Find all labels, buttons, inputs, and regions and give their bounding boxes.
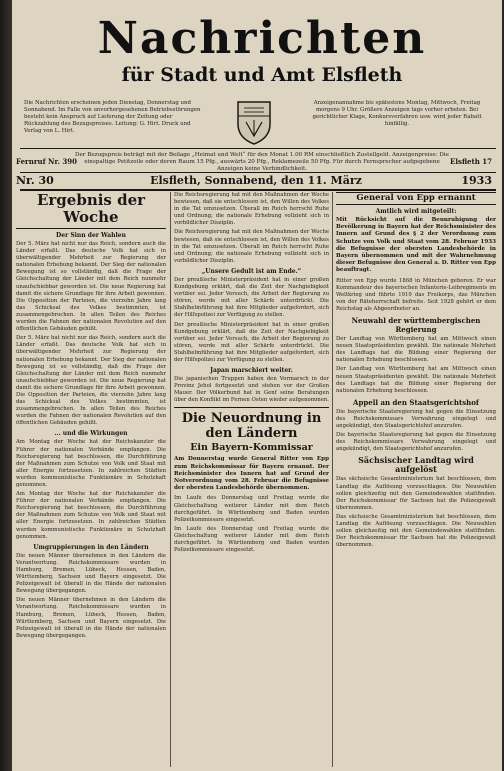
article-text: Das sächsische Gesamtministerium hat beschlossen, dem Landtag die Auflösung vorzuschlagen. Die Neuwahlen sollen gleichzeitig mit den Gemeindewahlen stattfinden. Der Reichskommissar für Sachsen hat die Polizeigewalt übernommen.	[336, 476, 496, 511]
subhead-official: Amtlich wird mitgeteilt:	[375, 208, 457, 215]
publication-info-box: Die Nachrichten erscheinen jeden Dienstag, Donnerstag und Sonnabend. Im Falle von unvorhergesehenen Betriebsstörungen besteht kein Anspruch auf Lieferung der Zeitung oder Rückzahlung des Bezugspreises. Leitung: G. Hirt. Druck und Verlag von L. Hirt.	[24, 100, 201, 134]
article-text: Die bayerische Staatsregierung hat gegen die Einsetzung des Reichskommissars Verwahrung eingelegt und angekündigt, den Staatsgerichtshof anzurufen.	[336, 408, 496, 430]
article-text: Die Reichsregierung hat mit den Maßnahmen der Woche bewiesen, daß sie entschlossen ist, den Willen des Volkes in die Tat umzusetzen. Überall im Reich herrscht Ruhe und Ordnung; die nationale Erhebung vollzieht sich in vorbildlicher Disziplin.	[174, 192, 329, 227]
article-text: Die neuen Männer übernehmen in den Ländern die Verantwortung. Reichskommissare wurden in Hamburg, Bremen, Lübeck, Hessen, Baden, Württemberg, Sachsen und Bayern eingesetzt. Die Polizeigewalt ist überall in die Hände der nationalen Bewegung übergegangen.	[16, 552, 166, 595]
issue-date: Elsfleth, Sonnabend, den 11. März	[150, 174, 362, 187]
issue-year: 1933	[461, 174, 492, 187]
column-divider	[170, 192, 171, 767]
article-text: Die bayerische Staatsregierung hat gegen die Einsetzung des Reichskommissars Verwahrung eingelegt und angekündigt, den Staatsgerichtshof anzurufen.	[336, 432, 496, 453]
column-3	[336, 192, 496, 767]
subhead-regrouping: Umgruppierungen in den Ländern	[33, 543, 149, 551]
newspaper-page	[12, 0, 502, 771]
headline-wuerttemberg: Neuwahl der württembergischen Regierung	[351, 316, 481, 335]
article-text: Im Laufe des Donnerstag und Freitag wurde die Gleichschaltung weiterer Länder mit dem Reich durchgeführt. In Württemberg und Baden wurden Polizeikommissare eingesetzt.	[174, 495, 329, 523]
article-text: Die neuen Männer übernehmen in den Ländern die Verantwortung. Reichskommissare wurden in Hamburg, Bremen, Lübeck, Hessen, Baden, Württemberg, Sachsen und Bayern eingesetzt. Die Polizeigewalt ist überall in die Hände der nationalen Bewegung übergegangen.	[16, 597, 166, 639]
issue-number: Nr. 30	[16, 174, 54, 187]
column-divider	[332, 192, 333, 767]
article-lead: Am Donnerstag wurde General Ritter von Epp zum Reichskommissar für Bayern ernannt. Der Reichsminister des Innern hat auf Grund der Notverordnung vom 28. Februar die Befugnisse der obersten Landesbehörde übernommen.	[174, 456, 329, 492]
article-text: Im Laufe des Donnerstag und Freitag wurde die Gleichschaltung weiterer Länder mit dem Reich durchgeführt. In Württemberg und Baden wurden Polizeikommissare eingesetzt.	[174, 525, 329, 554]
article-text: Ritter von Epp wurde 1868 in München geboren. Er war Kommandeur des bayerischen Infanterie-Leibregiments im Weltkrieg und führte 1919 das Freikorps, das München von der Räteherrschaft befreite. Seit 1928 gehört er dem Reichstag als Abgeordneter an.	[336, 277, 496, 312]
coat-of-arms-icon	[234, 98, 274, 146]
article-text: Der preußische Ministerpräsident hat in einer großen Kundgebung erklärt, daß die Zeit der Nachgiebigkeit vorüber sei. Jeder Versuch, die Arbeit der Regierung zu stören, werde mit aller Schärfe unterdrückt. Die Stahlhelmführung hat ihre Mitglieder aufgefordert, sich der Hilfspolizei zur Verfügung zu stellen.	[174, 321, 329, 363]
article-text: Die japanischen Truppen haben den Vormarsch in der Provinz Jehol fortgesetzt und stehen vor der Großen Mauer. Der Völkerbund hat in Genf seine Beratungen über den Konflikt im Fernen Osten wieder aufgenommen.	[174, 376, 329, 404]
article-text: Am Montag der Woche hat der Reichskanzler die Führer der nationalen Verbände empfangen. Die Reichsregierung hat beschlossen, die Durchführung der Maßnahmen zum Schutze von Volk und Staat mit aller Energie fortzusetzen. In zahlreichen Städten wurden kommunistische Funktionäre in Schutzhaft genommen.	[16, 439, 166, 488]
place-number: Elsfleth 17	[450, 157, 492, 166]
subhead-meaning: Der Sinn der Wahlen	[56, 232, 126, 239]
masthead-title: Nachrichten	[97, 13, 427, 64]
article-text: Der 5. März hat nicht nur das Reich, sondern auch die Länder erfaßt. Das deutsche Volk hat sich in überwältigender Mehrheit zur Regierung der nationalen Erhebung bekannt. Der Sieg der nationalen Bewegung ist so vollständig, daß die Frage der Gleichschaltung der Länder mit dem Reich nunmehr unaufschiebbar geworden ist. Die neue Regierung hat damit die sichere Grundlage für ihre Arbeit gewonnen. Die Opposition der Parteien, die vierzehn Jahre lang das Schicksal des Volkes bestimmten, ist zusammengebrochen. In allen Teilen des Reiches wurden die Fahnen der nationalen Revolution auf den öffentlichen Gebäuden gehißt.	[16, 241, 166, 333]
headline-state-court: Appell an den Staatsgerichtshof	[353, 397, 479, 407]
article-lead: Mit Rücksicht auf die Beunruhigung der Bevölkerung in Bayern hat der Reichsminister des Innern auf Grund des § 2 der Verordnung zum Schutze von Volk und Staat vom 28. Februar 1933 die Befugnisse der obersten Landesbehörde in Bayern übernommen und mit der Wahrnehmung dieser Befugnisse den General a. D. Ritter von Epp beauftragt.	[336, 217, 496, 274]
article-text: Der Landtag von Württemberg hat am Mittwoch einen neuen Staatspräsidenten gewählt. Die nationale Mehrheit des Landtags hat die Bildung einer Regierung der nationalen Erhebung beschlossen.	[336, 366, 496, 394]
masthead-rule-mid	[20, 172, 496, 173]
masthead-rule-bottom	[20, 189, 496, 191]
advertising-info-box: Anzeigenannahme bis spätestens Montag, Mittwoch, Freitag morgens 9 Uhr. Größere Anzeigen tags vorher erbeten. Bei gerichtlicher Klage, Konkursverfahren usw. wird jeder Rabatt hinfällig.	[312, 100, 482, 127]
binding-gutter	[0, 0, 12, 771]
dateline	[16, 174, 496, 188]
article-text: Die Reichsregierung hat mit den Maßnahmen der Woche bewiesen, daß sie entschlossen ist, den Willen des Volkes in die Tat umzusetzen. Überall im Reich herrscht Ruhe und Ordnung; die nationale Erhebung vollzieht sich in vorbildlicher Disziplin.	[174, 229, 329, 264]
subhead-quote: „Unsere Gedult ist am Ende.“	[201, 267, 302, 275]
article-text: Das sächsische Gesamtministerium hat beschlossen, dem Landtag die Auflösung vorzuschlagen. Die Neuwahlen sollen gleichzeitig mit den Gemeindewahlen stattfinden. Der Reichskommissar für Sachsen hat die Polizeigewalt übernommen.	[336, 513, 496, 549]
section-rule	[174, 407, 329, 408]
phone-number: Fernruf Nr. 390	[16, 157, 77, 166]
article-text: Der Landtag von Württemberg hat am Mittwoch einen neuen Staatspräsidenten gewählt. Die nationale Mehrheit des Landtags hat die Bildung einer Regierung der nationalen Erhebung beschlossen.	[336, 336, 496, 364]
masthead-rule-top	[20, 148, 496, 149]
column-2	[174, 192, 329, 767]
headline-bavaria-commissioner: Ein Bayern-Kommissar	[190, 442, 313, 454]
column-1	[16, 192, 166, 767]
subhead-japan: Japan marschiert weiter.	[210, 367, 293, 375]
masthead-subtitle: für Stadt und Amt Elsfleth	[121, 64, 403, 86]
headline-saxony-dissolved: Sächsischer Landtag wird aufgelöst	[358, 455, 474, 475]
subscription-prices: Der Bezugspreis beträgt mit der Beilage „Heimat und Welt“ für den Monat 1.00 RM einschließlich Zustellgeld. Anzeigenpreise: Die einspaltige Petitzeile oder deren Raum 15 Pfg., auswärts 20 Pfg., Reklamezeile 50 Pfg. Für durch Fernsprecher aufgegebene Anzeigen keine Verbindlichkeit.	[75, 152, 449, 172]
article-text: Der preußische Ministerpräsident hat in einer großen Kundgebung erklärt, daß die Zeit der Nachgiebigkeit vorüber sei. Jeder Versuch, die Arbeit der Regierung zu stören, werde mit aller Schärfe unterdrückt. Die Stahlhelmführung hat ihre Mitglieder aufgefordert, sich der Hilfspolizei zur Verfügung zu stellen.	[174, 276, 329, 319]
article-text: Am Montag der Woche hat der Reichskanzler die Führer der nationalen Verbände empfangen. Die Reichsregierung hat beschlossen, die Durchführung der Maßnahmen zum Schutze von Volk und Staat mit aller Energie fortzusetzen. In zahlreichen Städten wurden kommunistische Funktionäre in Schutzhaft genommen.	[16, 491, 166, 540]
headline-week-result: Ergebnis der Woche	[16, 192, 166, 229]
headline-reorganisation: Die Neuordnung in den Ländern	[181, 411, 322, 442]
headline-epp-appointed: General von Epp ernannt	[336, 192, 496, 205]
article-text: Der 5. März hat nicht nur das Reich, sondern auch die Länder erfaßt. Das deutsche Volk hat sich in überwältigender Mehrheit zur Regierung der nationalen Erhebung bekannt. Der Sieg der nationalen Bewegung ist so vollständig, daß die Frage der Gleichschaltung der Länder mit dem Reich nunmehr unaufschiebbar geworden ist. Die neue Regierung hat damit die sichere Grundlage für ihre Arbeit gewonnen. Die Opposition der Parteien, die vierzehn Jahre lang das Schicksal des Volkes bestimmten, ist zusammengebrochen. In allen Teilen des Reiches wurden die Fahnen der nationalen Revolution auf den öffentlichen Gebäuden gehißt.	[16, 335, 166, 427]
subhead-effects: ... und die Wirkungen	[54, 430, 128, 438]
